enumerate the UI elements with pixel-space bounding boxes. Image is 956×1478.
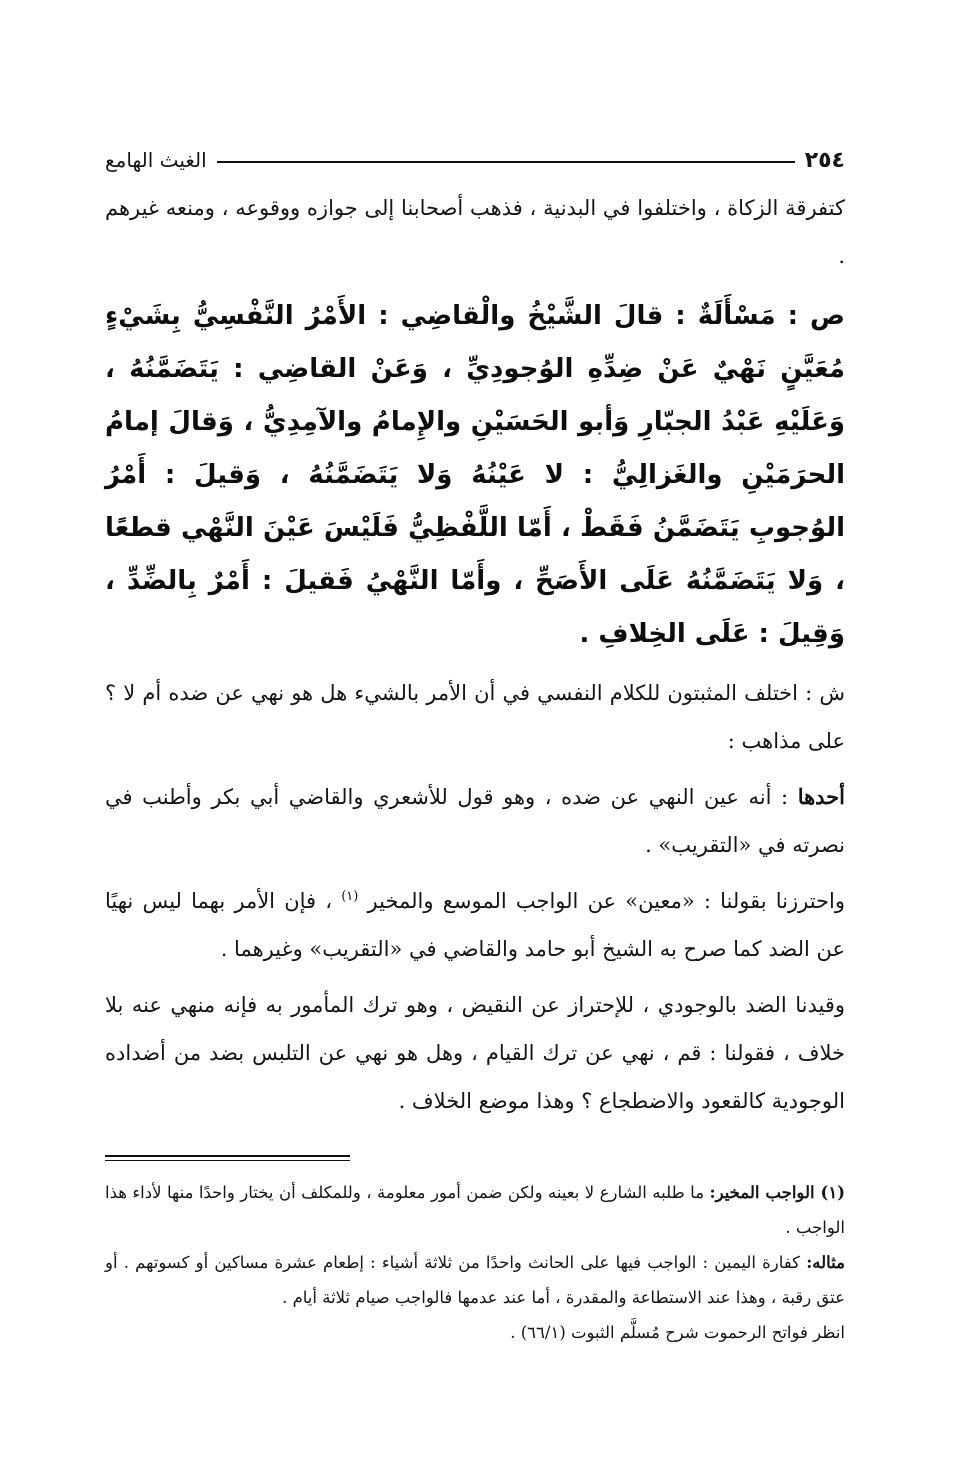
sharh-intro: ش : اختلف المثبتون للكلام النفسي في أن الأمر بالشيء هل هو نهي عن ضده أم لا ؟ على مذاهب : — [105, 681, 845, 753]
first-opinion-text: : أنه عين النهي عن ضده ، وهو قول للأشعري والقاضي أبي بكر وأطنب في نصرته في «التقريب» . — [105, 785, 845, 857]
footnote-ref: (١) — [341, 889, 359, 904]
footnote-example — [105, 1245, 845, 1315]
page-number: ٢٥٤ — [804, 147, 845, 173]
book-page — [105, 120, 845, 1350]
matn-text: ص : مَسْأَلَةٌ : قالَ الشَّيْخُ والْقاضِي : الأَمْرُ النَّفْسِيُّ بِشَيْءٍ مُعَيَّنٍ نَهْيٌ عَنْ ضِدِّهِ الوُجودِيِّ ، وَعَنْ القاضِي : يَتَضَمَّنُهُ ، وَعَلَيْهِ عَبْدُ الجبّارِ وَأبو الحَسَيْنِ والإِمامُ والآمِدِيُّ ، وَقالَ إمامُ الحرَمَيْنِ والغَزالِيُّ : لا عَيْنُهُ وَلا يَتَضَمَّنُهُ ، وَقيلَ : أَمْرُ الوُجوبِ يَتَضَمَّنُ فَقَطْ ، أَمّا اللَّفْظِيُّ فَلَيْسَ عَيْنَ النَّهْي قطعًا ، وَلا يَتَضَمَّنُهُ عَلَى الأَصَحِّ ، وأَمّا النَّهْيُ فَقيلَ : أَمْرٌ بِالضِّدِّ ، وَقِيلَ : عَلَى الخِلافِ . — [105, 301, 845, 649]
header-rule — [217, 161, 795, 163]
footnote-separator — [105, 1155, 350, 1161]
footnote-example-text: كفارة اليمين : الواجب فيها على الحانث واحدًا من ثلاثة أشياء : إطعام عشرة مساكين أو كسوتهم . أو عتق رقبة ، وهذا عند الاستطاعة والمقدرة ، أما عند عدمها فالواجب صيام ثلاثة أيام . — [105, 1253, 845, 1307]
footnote-example-lead: مثاله: — [806, 1253, 845, 1272]
book-title: الغيث الهامع — [105, 148, 207, 172]
ihtiraz-text-a: واحترزنا بقولنا : «معين» عن الواجب الموسع والمخير — [358, 889, 845, 913]
paragraph-continuation: كتفرقة الزكاة ، واختلفوا في البدنية ، فذهب أصحابنا إلى جوازه ووقوعه ، ومنعه غيرهم . — [105, 196, 845, 268]
qayyadna-paragraph: وقيدنا الضد بالوجودي ، للإحتراز عن النقيض ، وهو ترك المأمور به فإنه منهي عنه بلا خلاف ، فقولنا : قم ، نهي عن ترك القيام ، وهل هو نهي عن التلبس بضد من أضداده الوجودية كالقعود والاضطجاع ؟ وهذا موضع الخلاف . — [105, 993, 845, 1113]
footnote-1 — [105, 1175, 845, 1245]
ihtiraz-paragraph — [105, 877, 845, 973]
footnote-1-text: ما طلبه الشارع لا بعينه ولكن ضمن أمور معلومة ، وللمكلف أن يختار واحدًا منها لأداء هذا الواجب . — [105, 1183, 845, 1237]
first-opinion — [105, 773, 845, 869]
running-header — [105, 140, 845, 180]
ihtiraz-text-b: ، فإن الأمر بهما ليس نهيًا عن الضد كما صرح به الشيخ أبو حامد والقاضي في «التقريب» وغيرهما . — [105, 889, 845, 961]
first-opinion-lead: أحدها — [797, 784, 845, 809]
footnotes — [105, 1175, 845, 1350]
footnote-reference: انظر فواتح الرحموت شرح مُسلَّم الثبوت (٦٦/١) . — [510, 1323, 845, 1342]
footnote-1-lead: (١) الواجب المخير: — [709, 1183, 845, 1202]
